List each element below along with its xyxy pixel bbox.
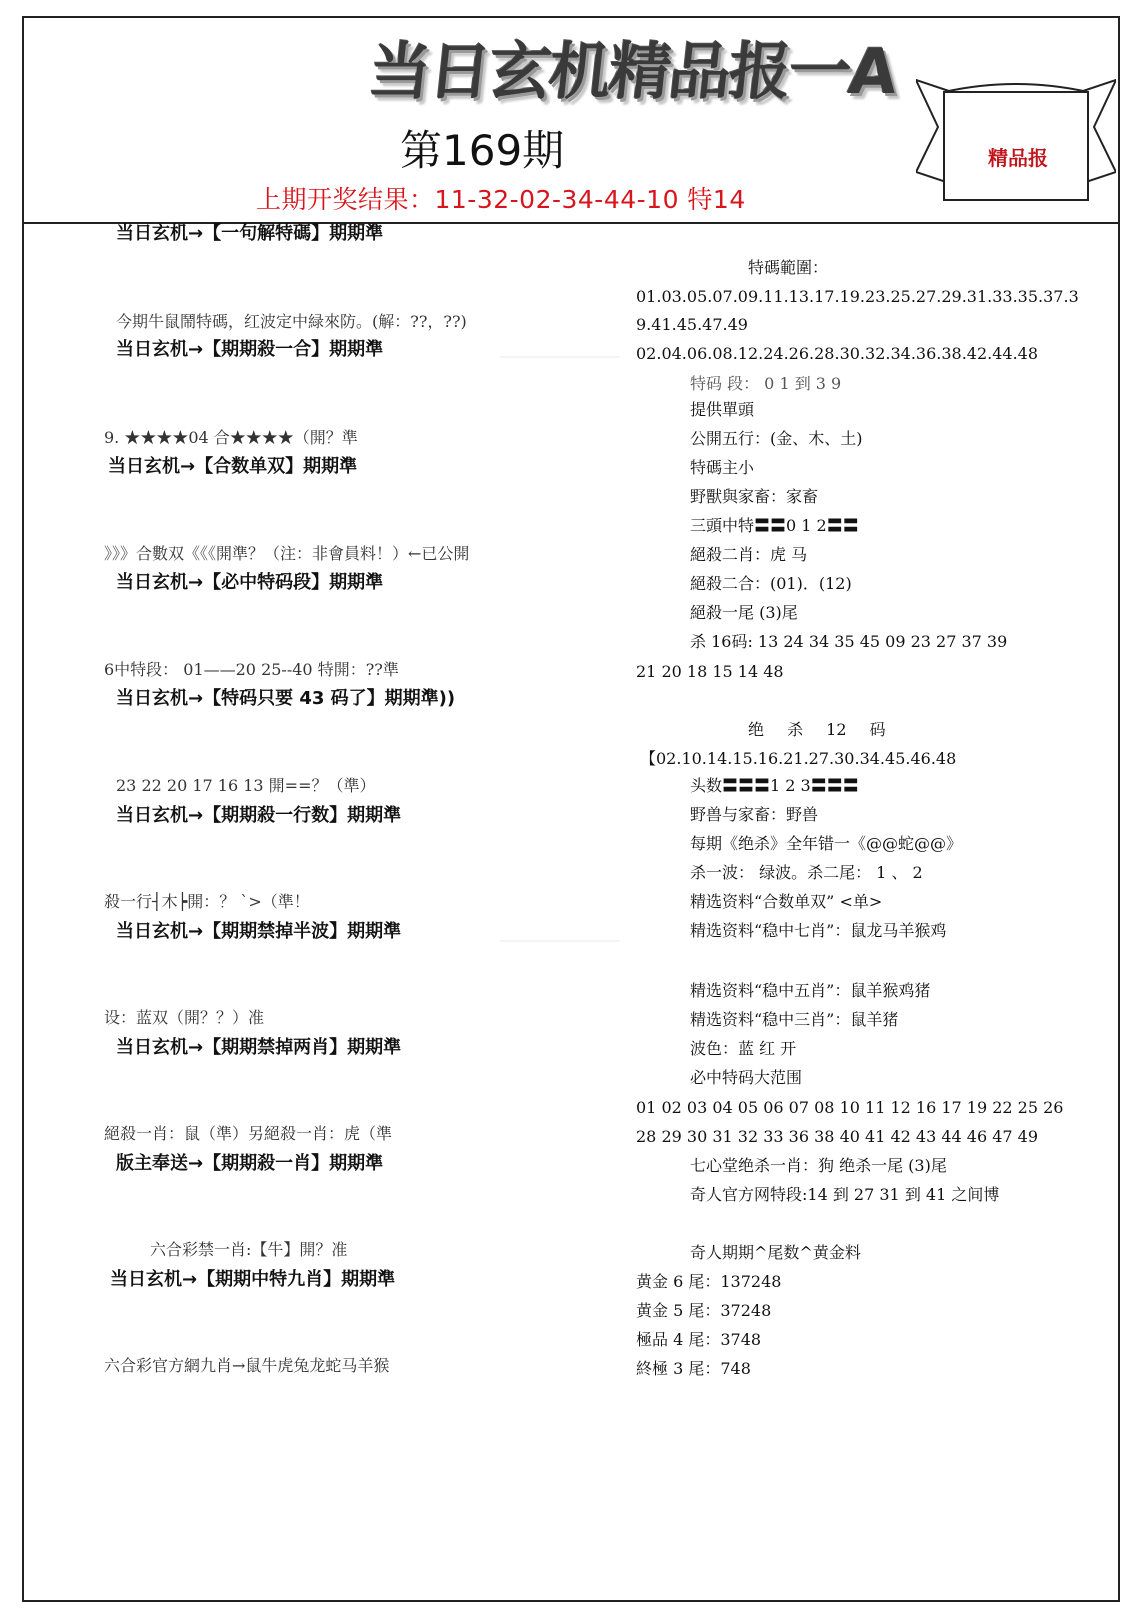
right-line-27: 必中特码大范围 [690,1068,803,1087]
right-line-26: 波色：蓝 红 开 [690,1039,797,1058]
right-line-18: 头数〓〓〓1 2 3〓〓〓 [690,776,859,795]
left-heading-9: 版主奉送→【期期殺一肖】期期準 [116,1153,384,1174]
left-note-9: 六合彩禁一肖:【牛】開？准 [150,1240,348,1259]
scan-smear [500,940,620,942]
right-line-29: 28 29 30 31 32 33 36 38 40 41 42 43 44 46 47 49 [636,1127,1039,1146]
left-note-8: 絕殺一肖：鼠（準）另絕殺一肖：虎（準 [104,1124,393,1143]
right-line-8: 特碼主小 [690,458,755,477]
right-line-7: 公開五行：(金、木、土) [690,429,863,448]
left-note-4: 6中特段： 01——20 25--40 特開：??準 [104,660,399,679]
right-line-9: 野獸與家畜：家畜 [690,487,819,506]
left-note-6: 殺一行┤木┝開：？ ˋ>（準！ [104,892,310,911]
right-line-17: 【02.10.14.15.16.21.27.30.34.45.46.48 [640,749,957,768]
right-line-13: 絕殺一尾 (3)尾 [690,603,798,622]
left-heading-4: 当日玄机→【必中特码段】期期準 [116,572,384,593]
left-note-2: 9. ★★★★04 合★★★★（開？準 [104,428,358,447]
right-line-36: 終極 3 尾：748 [636,1359,751,1378]
right-line-21: 杀一波： 绿波。杀二尾： 1 、 2 [690,863,923,882]
left-note-5: 23 22 20 17 16 13 開==？（準） [116,776,376,795]
right-line-14: 杀 16码: 13 24 34 35 45 09 23 27 37 39 [690,632,1008,651]
masthead-title: 当日玄机精品报一A [365,35,899,108]
right-line-35: 極品 4 尾：3748 [636,1330,762,1349]
left-heading-2: 当日玄机→【期期殺一合】期期準 [116,339,384,360]
right-line-19: 野兽与家畜：野兽 [690,805,819,824]
right-line-20: 每期《绝杀》全年错一《@@蛇@@》 [690,834,963,853]
left-heading-6: 当日玄机→【期期殺一行数】期期準 [116,805,402,826]
right-line-3: 9.41.45.47.49 [636,315,748,334]
right-line-22: 精选资料“合数单双” <单> [690,892,883,911]
right-line-11: 絕殺二肖：虎 马 [690,545,808,564]
right-line-16: 绝 杀 12 码 [748,720,886,739]
right-line-24: 精选资料“稳中五肖”：鼠羊猴鸡猪 [690,981,931,1000]
right-line-12: 絕殺二合：(01)．(12) [690,574,852,593]
scan-smear [500,356,620,358]
right-line-33: 黄金 6 尾：137248 [636,1272,782,1291]
right-line-23: 精选资料“稳中七肖”：鼠龙马羊猴鸡 [690,921,947,940]
right-line-32: 奇人期期^尾数^黄金料 [690,1243,861,1262]
left-heading-3: 当日玄机→【合数单双】期期準 [108,456,358,477]
last-draw-result: 上期开奖结果：11-32-02-34-44-10 特14 [256,185,746,214]
right-line-5: 特码 段： 0 1 到 3 9 [690,374,842,393]
left-heading-10: 当日玄机→【期期中特九肖】期期準 [110,1269,396,1290]
right-line-10: 三頭中特〓〓0 1 2〓〓 [690,516,859,535]
right-line-1: 特碼範圍： [748,258,829,277]
banner-label: 精品报 [988,146,1048,170]
right-line-34: 黄金 5 尾：37248 [636,1301,772,1320]
left-note-3: 》》》合數双《《《開準？（注：非會員料！）←已公開 [104,544,470,563]
left-heading-7: 当日玄机→【期期禁掉半波】期期準 [116,921,402,942]
right-line-15: 21 20 18 15 14 48 [636,662,784,681]
right-line-25: 精选资料“稳中三肖”：鼠羊猪 [690,1010,899,1029]
left-note-10: 六合彩官方網九肖→鼠牛虎兔龙蛇马羊猴 [104,1356,390,1375]
right-line-2: 01.03.05.07.09.11.13.17.19.23.25.27.29.31.33.35.37.3 [636,287,1079,306]
right-line-28: 01 02 03 04 05 06 07 08 10 11 12 16 17 19 22 25 26 [636,1098,1064,1117]
right-line-31: 奇人官方网特段:14 到 27 31 到 41 之间博 [690,1185,1000,1204]
left-note-1: 今期牛鼠鬧特碼，红波定中緑來防。(解：??，??) [116,312,467,331]
right-line-30: 七心堂绝杀一肖：狗 绝杀一尾 (3)尾 [690,1156,947,1175]
left-heading-8: 当日玄机→【期期禁掉两肖】期期準 [116,1037,402,1058]
left-heading-1: 当日玄机→【一句解特碼】期期準 [116,223,384,244]
issue-number: 第169期 [400,126,565,175]
left-heading-5: 当日玄机→【特码只要 43 码了】期期準)) [116,688,456,709]
right-line-4: 02.04.06.08.12.24.26.28.30.32.34.36.38.42.44.48 [636,344,1039,363]
right-line-6: 提供單頭 [690,400,755,419]
left-note-7: 设：蓝双（開？？）准 [104,1008,265,1027]
